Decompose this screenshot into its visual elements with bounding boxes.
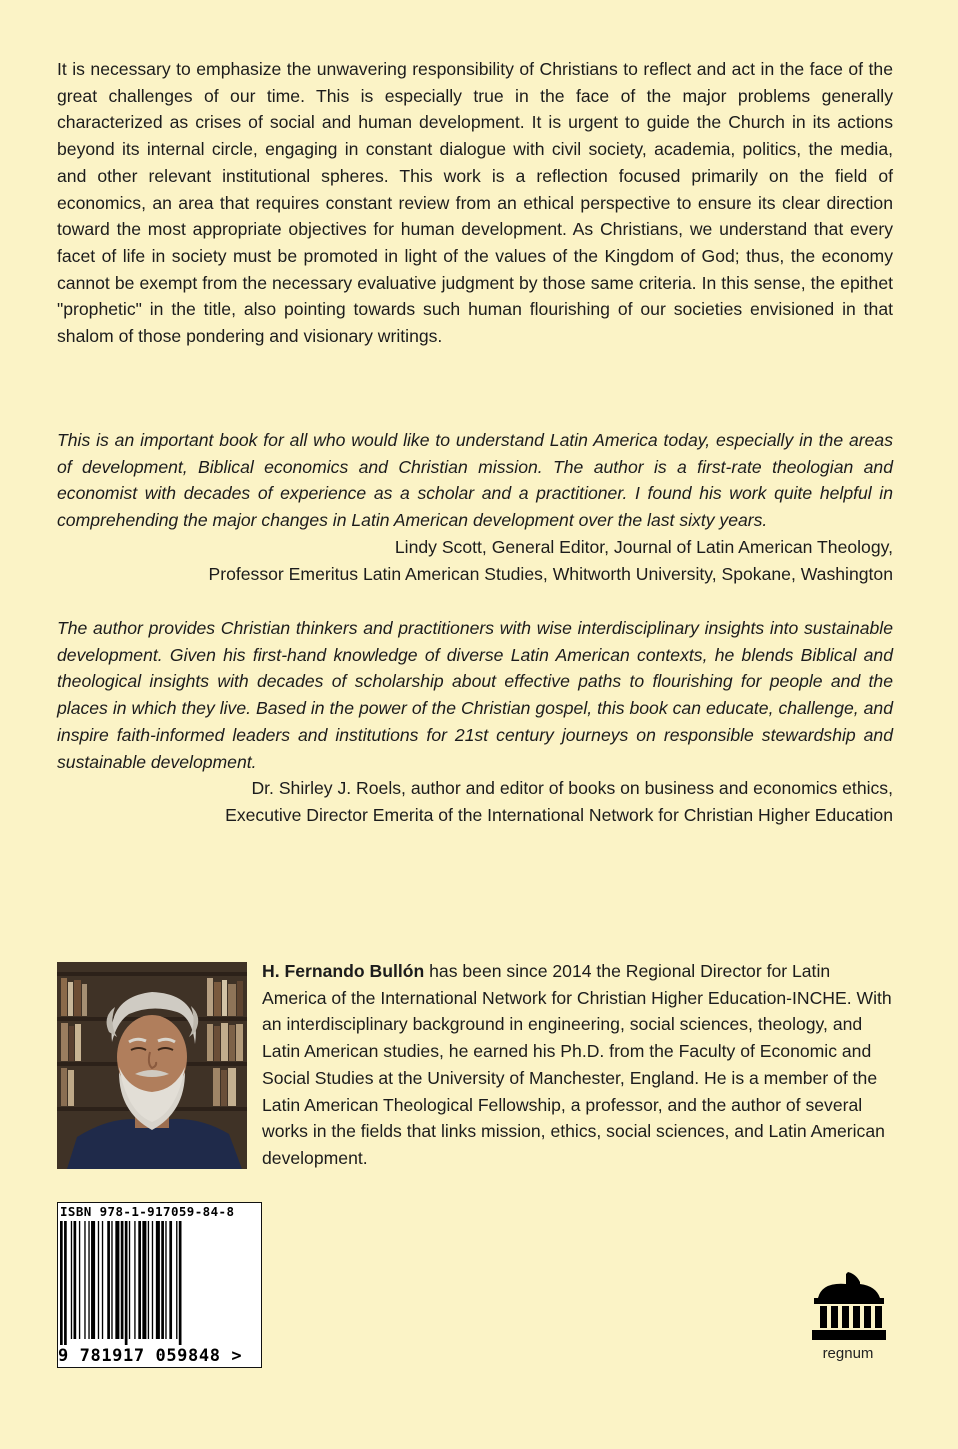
endorsement [57, 427, 893, 587]
endorsement-attribution: Professor Emeritus Latin American Studies, Whitworth University, Spokane, Washington [208, 563, 893, 584]
author-bio [262, 958, 894, 1172]
author-photo [57, 962, 247, 1169]
author-name: H. Fernando Bullón [262, 961, 425, 981]
endorsement-attribution: Lindy Scott, General Editor, Journal of Latin American Theology, [394, 536, 893, 557]
endorsement-text: The author provides Christian thinkers and practitioners with wise interdisciplinary insights into sustainable development. Given his first-hand knowledge of diverse Latin American contexts, he blends Biblical and theological insights with decades of scholarship about effective paths to flourishing for people and the places in which they live. Based in the power of the Christian gospel, this book can educate, challenge, and inspire faith-informed leaders and institutions for 21st century journeys on responsible stewardship and sustainable development. [57, 618, 893, 772]
publisher-logo [808, 1268, 888, 1368]
isbn-barcode [57, 1202, 262, 1368]
endorsement-text: This is an important book for all who would like to understand Latin America today, especially in the areas of development, Biblical economics and Christian mission. The author is a first-rate theologian and economist with decades of experience as a scholar and a practitioner. I found his work quite helpful in comprehending the major changes in Latin American development over the last sixty years. [57, 430, 893, 531]
back-cover-blurb: It is necessary to emphasize the unwavering responsibility of Christians to reflect and act in the face of the great challenges of our time. This is especially true in the face of the major problems generally characterized as crises of social and human development. It is urgent to guide the Church in its actions beyond its internal circle, engaging in constant dialogue with civil society, academia, politics, the media, and other relevant institutional spheres. This work is a reflection focused primarily on the field of economics, an area that requires constant review from an ethical perspective to ensure its clear direction toward the most appropriate objectives for human development. As Christians, we understand that every facet of life in society must be promoted in light of the values of the Kingdom of God; thus, the economy cannot be exempt from the necessary evaluative judgment by those same criteria. In this sense, the epithet "prophetic" in the title, also pointing towards such human flourishing of our societies envisioned in that shalom of those pondering and visionary writings. [57, 59, 893, 347]
isbn-label: ISBN 978-1-917059-84-8 [60, 1204, 235, 1219]
author-bio-text: has been since 2014 the Regional Director for Latin America of the International Network for Christian Higher Education-INCHE. With an interdisciplinary background in engineering, social sciences, theology, and Latin American studies, he earned his Ph.D. from the Faculty of Economic and Social Studies at the University of Manchester, England. He is a member of the Latin American Theological Fellowship, a professor, and the author of several works in the fields that links mission, ethics, social sciences, and Latin American development. [262, 961, 892, 1168]
endorsement [57, 615, 893, 829]
ean-digits: 9 781917 059848 > [58, 1346, 243, 1366]
regnum-building-icon [808, 1268, 888, 1344]
barcode-bars [60, 1221, 259, 1345]
endorsement-attribution: Executive Director Emerita of the International Network for Christian Higher Education [225, 804, 893, 825]
endorsement-attribution: Dr. Shirley J. Roels, author and editor of books on business and economics ethics, [251, 778, 893, 799]
publisher-name: regnum [822, 1345, 874, 1362]
